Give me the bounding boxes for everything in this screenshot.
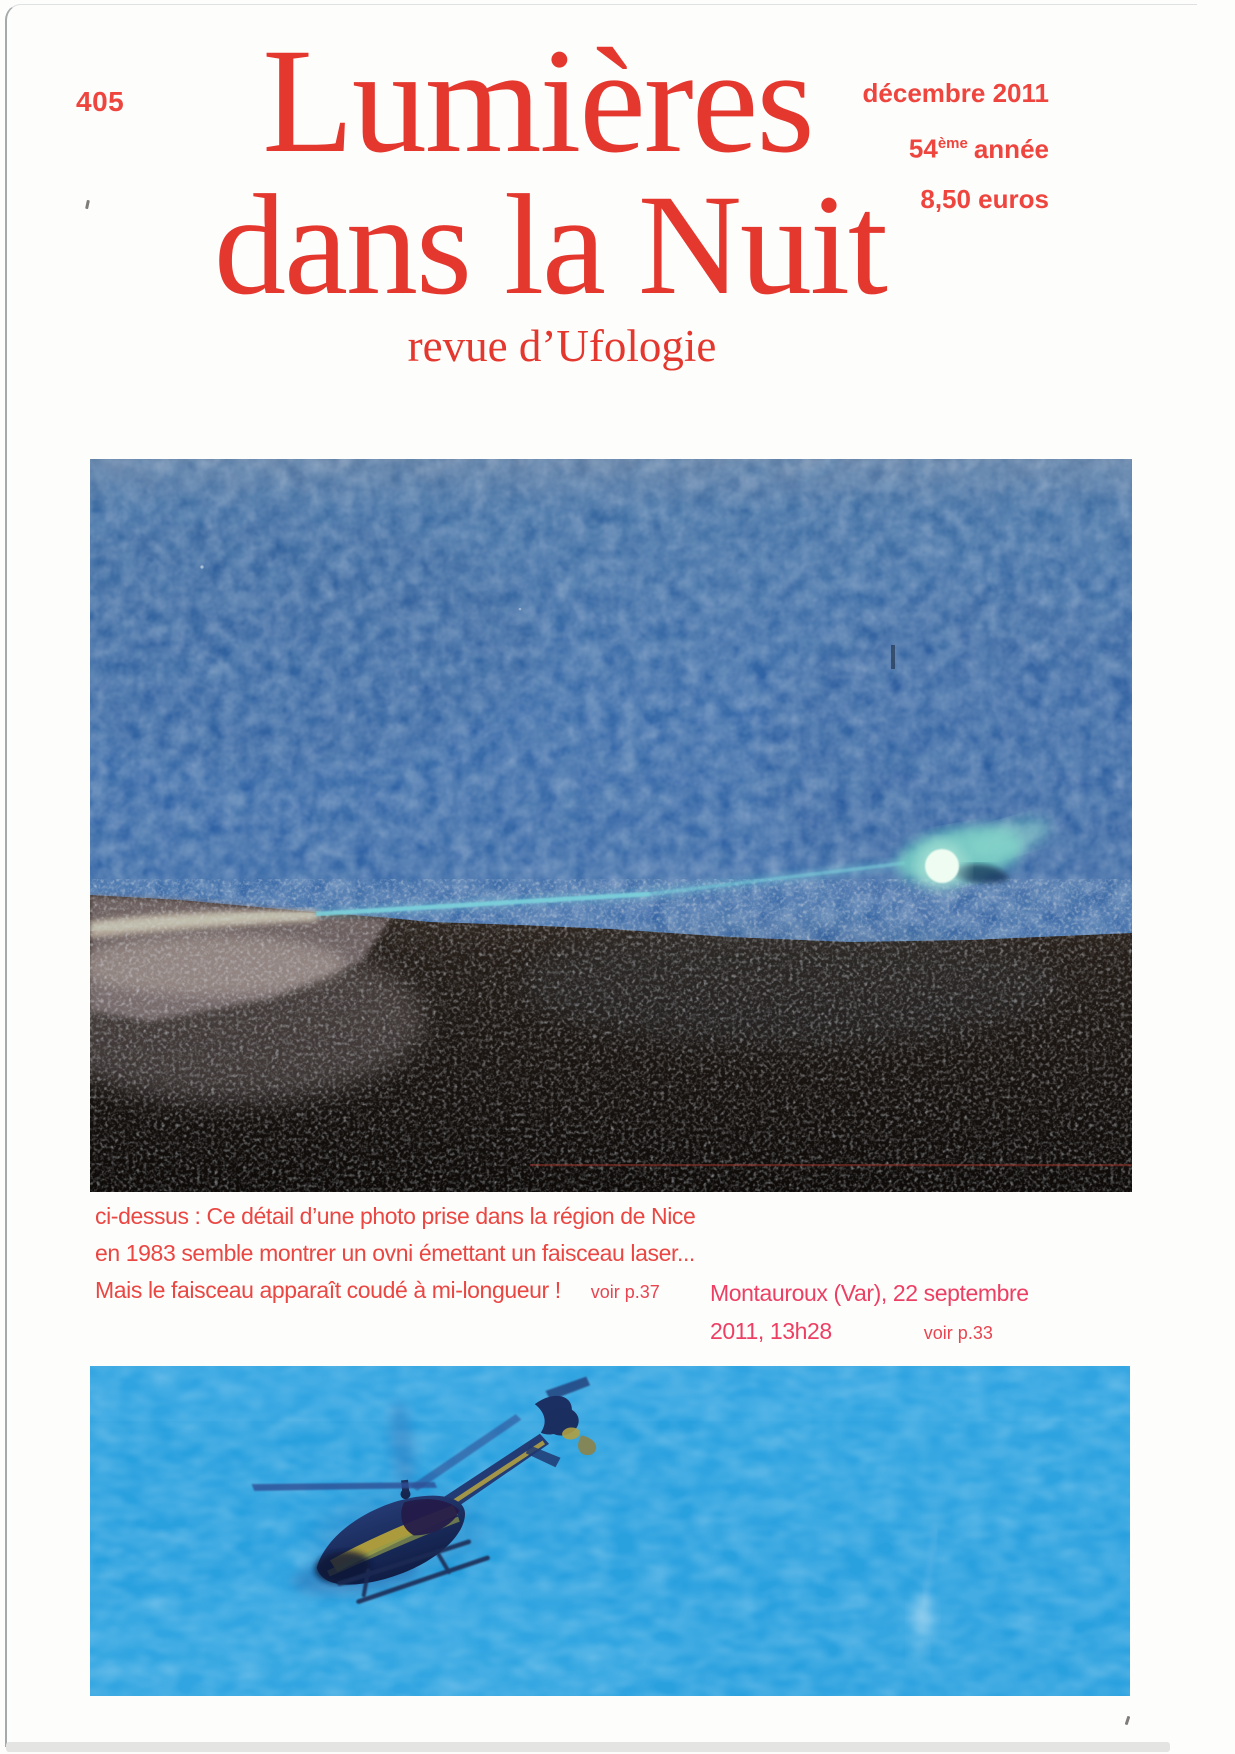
caption-line: ci-dessus : Ce détail d’une photo prise dans la région de Nice xyxy=(95,1203,696,1229)
caption-line: Montauroux (Var), 22 septembre xyxy=(710,1280,1029,1306)
magazine-title-line1: Lumières xyxy=(262,18,813,184)
page-reference: voir p.33 xyxy=(923,1323,993,1343)
magazine-subtitle: revue d’Ufologie xyxy=(407,321,717,371)
caption-line: 2011, 13h28 voir p.33 xyxy=(710,1318,993,1344)
dust-dot xyxy=(200,565,203,568)
ufo-bright-core xyxy=(925,849,959,883)
red-scan-line-artifact xyxy=(530,1164,1132,1166)
magazine-title-line2: dans la Nuit xyxy=(214,166,886,325)
helicopter-photo-caption xyxy=(710,1274,1090,1352)
issue-price: 8,50 euros xyxy=(920,183,1049,214)
dust-dot xyxy=(519,608,522,611)
issue-year: 54ème année xyxy=(908,133,1049,164)
rocky-ridge-foreground xyxy=(90,879,1132,1192)
night-photo-caption xyxy=(95,1198,815,1311)
page-reference: voir p.37 xyxy=(590,1282,660,1302)
caption-line: Mais le faisceau apparaît coudé à mi-longueur ! voir p.37 xyxy=(95,1277,660,1303)
helicopter-photo xyxy=(90,1366,1130,1696)
scan-bottom-shadow xyxy=(6,1742,1170,1752)
issue-number: 405 xyxy=(76,86,125,117)
day-sky xyxy=(90,1366,1130,1696)
issue-info-block xyxy=(863,80,1049,236)
night-ufo-photo xyxy=(90,459,1132,1192)
caption-line: en 1983 semble montrer un ovni émettant un faisceau laser... xyxy=(95,1240,695,1266)
issue-date: décembre 2011 xyxy=(862,78,1049,108)
scan-speck xyxy=(1125,1716,1131,1725)
scan-hair-artifact xyxy=(891,645,895,669)
